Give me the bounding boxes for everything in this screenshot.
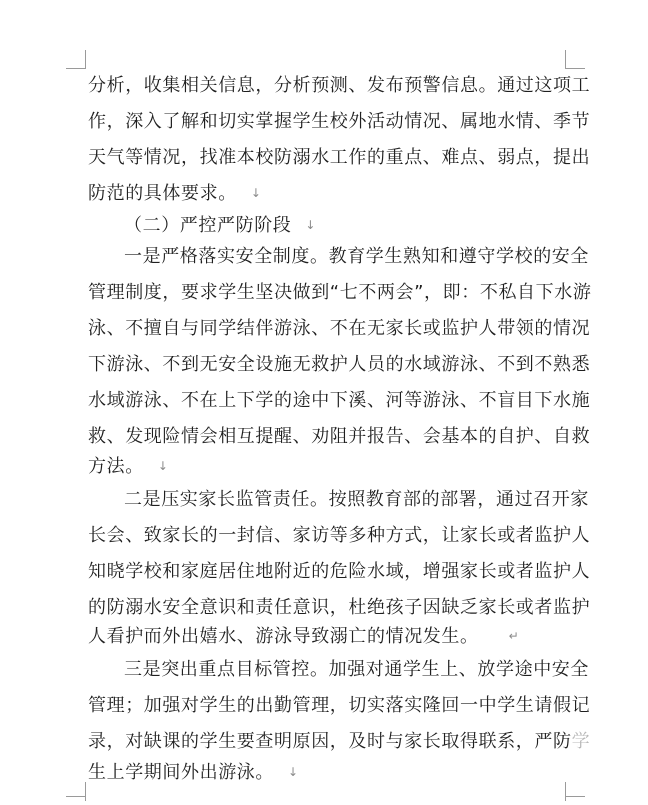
text-line: 录，对缺课的学生要查明原因，及时与家长取得联系，严防学 [88,731,591,752]
text-line: 三是突出重点目标管控。加强对通学生上、放学途中安全 [124,659,589,680]
paragraph-mark: ↓ [250,186,262,200]
crop-mark-bottom-left-h [66,796,85,797]
return-mark: ↵ [508,629,520,643]
section-heading: （二）严控严防阶段 ↓ [124,215,317,236]
text-line: 分析，收集相关信息，分析预测、发布预警信息。通过这项工 [88,75,591,96]
text-line: 救、发现险情会相互提醒、劝阻并报告、会基本的自护、自救 [88,426,591,447]
paragraph-mark: ↓ [157,459,169,473]
text-line: 生上学期间外出游泳。 ↓ [88,762,299,783]
text-line: 天气等情况，找准本校防溺水工作的重点、难点、弱点，提出 [88,147,591,168]
text-line: 管理；加强对学生的出勤管理，切实落实隆回一中学生请假记 [88,695,591,716]
text-line: 长会、致家长的一封信、家访等多种方式，让家长或者监护人 [88,525,591,546]
text-line: 的防溺水安全意识和责任意识，杜绝孩子因缺乏家长或者监护 [88,597,591,618]
text-line: 泳、不擅自与同学结伴游泳、不在无家长或监护人带领的情况 [88,318,591,339]
paragraph-mark: ↓ [305,218,317,232]
crop-mark-bottom-right-v [565,782,566,801]
crop-mark-top-right-h [566,68,585,69]
faded-char: 学 [571,731,591,752]
paragraph-mark: ↓ [288,765,299,779]
text-line: 人看护而外出嬉水、游泳导致溺亡的情况发生。 ↵ [88,626,520,647]
crop-mark-bottom-right-h [566,796,585,797]
crop-mark-top-right-v [565,50,566,69]
text-line: 二是压实家长监管责任。按照教育部的部署，通过召开家 [124,489,589,510]
crop-mark-top-left-v [85,50,86,69]
text-line: 知晓学校和家庭居住地附近的危险水域，增强家长或者监护人 [88,561,591,582]
text-line: 方法。 ↓ [88,456,169,477]
text-line: 作，深入了解和切实掌握学生校外活动情况、属地水情、季节 [88,111,591,132]
crop-mark-top-left-h [66,68,85,69]
text-line: 水域游泳、不在上下学的途中下溪、河等游泳、不盲目下水施 [88,390,591,411]
text-line: 一是严格落实安全制度。教育学生熟知和遵守学校的安全 [124,246,589,267]
text-line: 管理制度，要求学生坚决做到“七不两会”，即：不私自下水游 [88,282,592,303]
text-line: 下游泳、不到无安全设施无救护人员的水域游泳、不到不熟悉 [88,354,591,375]
crop-mark-bottom-left-v [85,782,86,801]
text-line: 防范的具体要求。 ↓ [88,183,262,204]
